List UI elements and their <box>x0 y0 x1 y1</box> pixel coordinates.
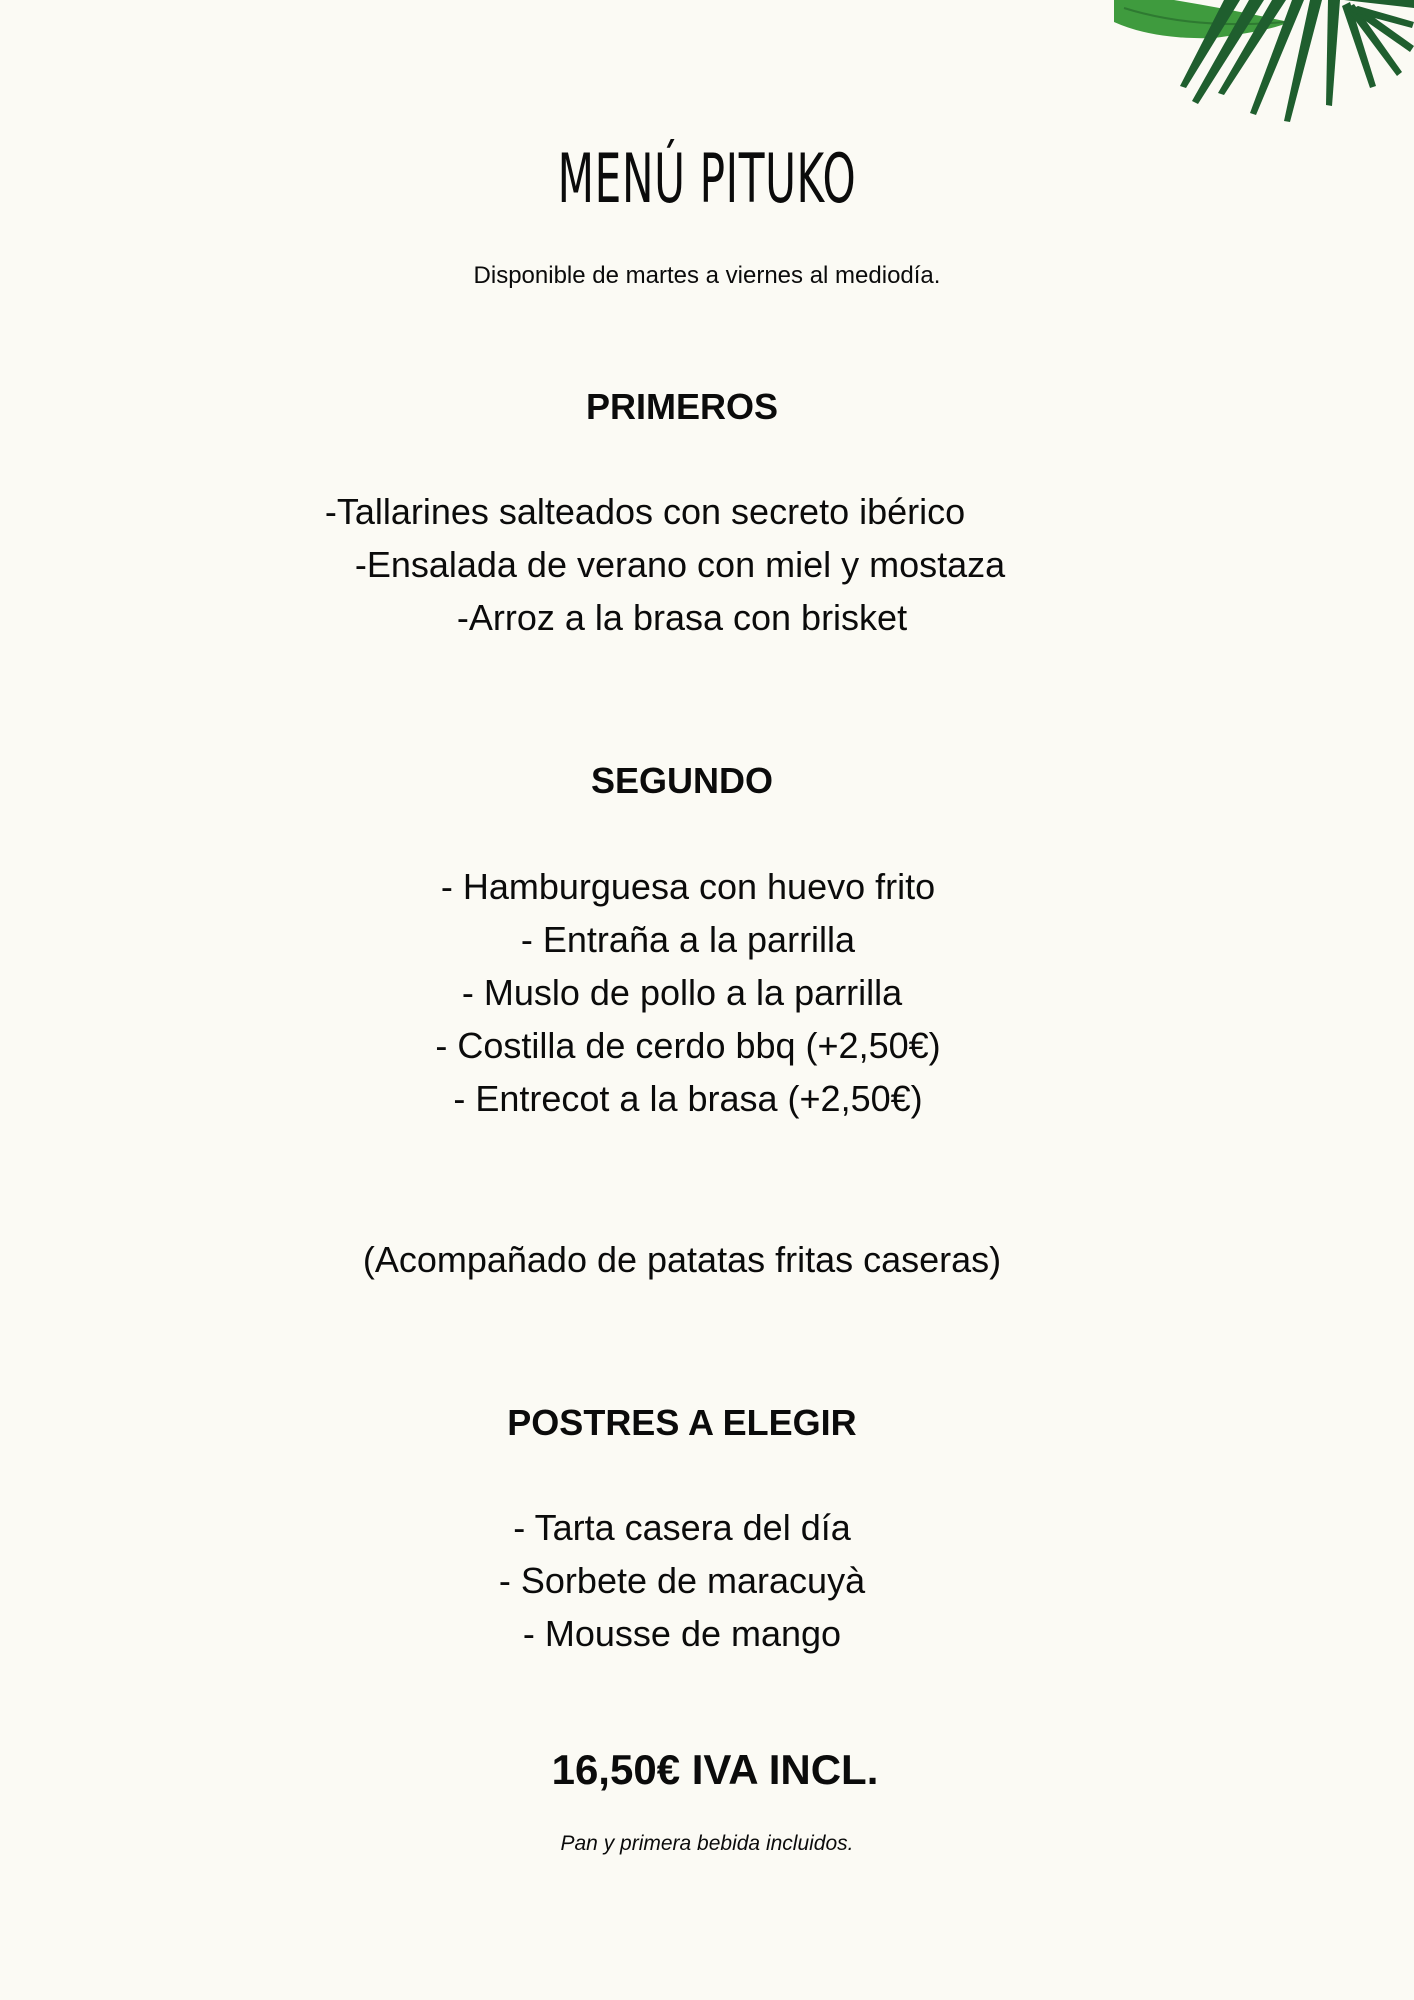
side-note: (Acompañado de patatas fritas caseras) <box>362 1239 1002 1280</box>
footer-note: Pan y primera bebida incluidos. <box>560 1832 854 1855</box>
menu-item: - Hamburguesa con huevo frito <box>440 866 936 907</box>
palm-leaf-icon <box>1114 0 1414 140</box>
menu-item: - Entrecot a la brasa (+2,50€) <box>453 1078 923 1119</box>
menu-title: MENÚ PITUKO <box>557 140 857 219</box>
section-title-segundo: SEGUNDO <box>590 760 774 801</box>
menu-item: - Tarta casera del día <box>513 1507 851 1548</box>
menu-item: - Entraña a la parrilla <box>520 919 856 960</box>
section-title-postres: POSTRES A ELEGIR <box>507 1402 857 1443</box>
menu-price: 16,50€ IVA INCL. <box>551 1746 879 1793</box>
menu-item: -Tallarines salteados con secreto ibérico <box>324 491 966 532</box>
menu-item: -Arroz a la brasa con brisket <box>456 597 908 638</box>
section-title-primeros: PRIMEROS <box>585 386 779 427</box>
menu-item: - Mousse de mango <box>522 1613 842 1654</box>
menu-item: - Costilla de cerdo bbq (+2,50€) <box>435 1025 941 1066</box>
menu-item: - Muslo de pollo a la parrilla <box>461 972 903 1013</box>
availability-subtitle: Disponible de martes a viernes al mediodía. <box>473 262 941 289</box>
menu-item: -Ensalada de verano con miel y mostaza <box>354 544 1006 585</box>
menu-item: - Sorbete de maracuyà <box>498 1560 866 1601</box>
